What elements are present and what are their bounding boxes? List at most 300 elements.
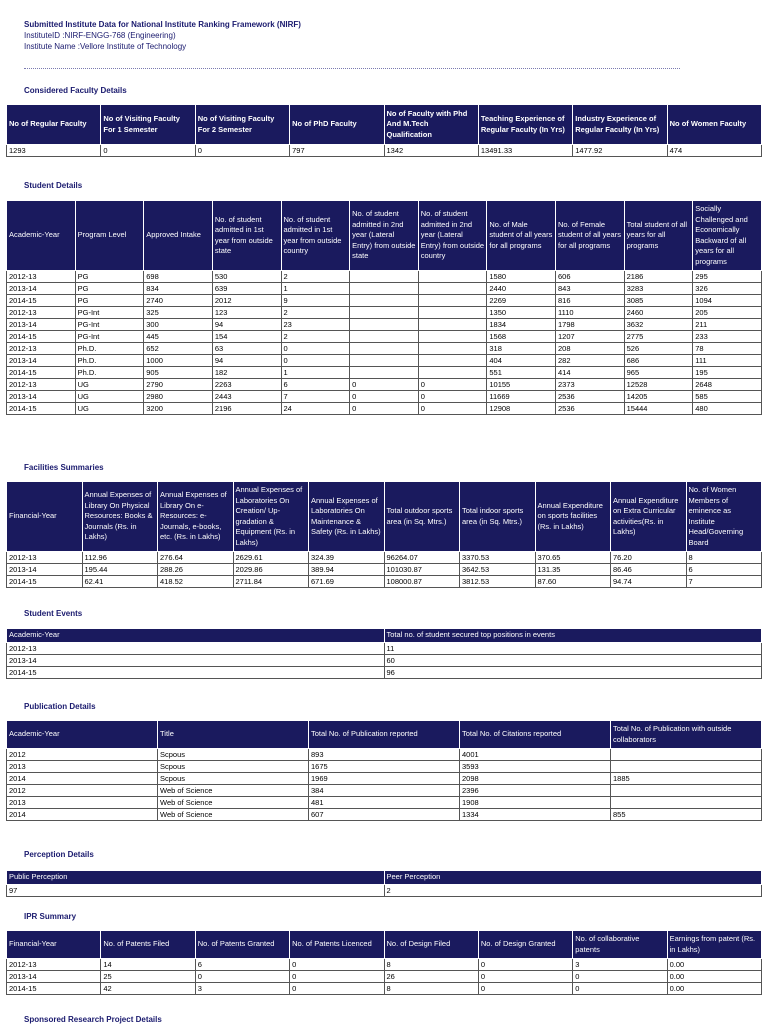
- table-cell: [418, 271, 487, 283]
- table-cell: 404: [487, 355, 556, 367]
- table-row: [7, 331, 762, 343]
- table-cell: 0: [573, 983, 667, 995]
- table-cell: 3593: [460, 761, 611, 773]
- table-row: [7, 271, 762, 283]
- table-cell: [611, 797, 762, 809]
- student-column-header: No. of student admitted in 1st year from outside state: [212, 201, 281, 271]
- student-column-header: No. of Female student of all years for all programs: [556, 201, 625, 271]
- facilities-column-header: Total outdoor sports area (in Sq. Mtrs.): [384, 482, 460, 552]
- table-cell: 2775: [624, 331, 693, 343]
- ipr-column-header: No. of Patents Licenced: [290, 931, 384, 959]
- table-cell: 3370.53: [460, 552, 536, 564]
- table-row: [7, 576, 762, 588]
- table-cell: 282: [556, 355, 625, 367]
- table-cell: 211: [693, 319, 762, 331]
- ipr-column-header: No. of Design Granted: [478, 931, 572, 959]
- table-cell: 2012-13: [7, 552, 83, 564]
- student-column-header: Total student of all years for all programs: [624, 201, 693, 271]
- facilities-column-header: No. of Women Members of eminence as Institute Head/Governing Board: [686, 482, 762, 552]
- table-cell: 1293: [7, 145, 101, 157]
- table-cell: [350, 343, 419, 355]
- ipr-column-header: No. of Patents Granted: [195, 931, 289, 959]
- table-cell: 6: [281, 379, 350, 391]
- table-cell: 652: [144, 343, 213, 355]
- faculty-header-row: [7, 105, 762, 145]
- table-cell: 1207: [556, 331, 625, 343]
- table-cell: 325: [144, 307, 213, 319]
- table-cell: 2440: [487, 283, 556, 295]
- table-cell: 131.35: [535, 564, 611, 576]
- table-cell: 42: [101, 983, 195, 995]
- student-column-header: Approved Intake: [144, 201, 213, 271]
- table-cell: 965: [624, 367, 693, 379]
- table-cell: 6: [195, 959, 289, 971]
- table-row: [7, 564, 762, 576]
- table-cell: 855: [611, 809, 762, 821]
- table-cell: [418, 331, 487, 343]
- publication-table: [6, 720, 762, 821]
- table-cell: 2013-14: [7, 655, 385, 667]
- table-cell: [418, 355, 487, 367]
- facilities-header-row: [7, 482, 762, 552]
- table-cell: 1798: [556, 319, 625, 331]
- facilities-column-header: Total indoor sports area (in Sq. Mtrs.): [460, 482, 536, 552]
- table-cell: 2014: [7, 773, 158, 785]
- table-cell: 2012: [212, 295, 281, 307]
- table-row: [7, 403, 762, 415]
- table-cell: 23: [281, 319, 350, 331]
- table-cell: 3283: [624, 283, 693, 295]
- table-cell: 2460: [624, 307, 693, 319]
- table-cell: 2648: [693, 379, 762, 391]
- table-cell: 3: [573, 959, 667, 971]
- table-cell: 62.41: [82, 576, 158, 588]
- student-column-header: No. of student admitted in 2nd year (Lateral Entry) from outside state: [350, 201, 419, 271]
- faculty-column-header: No of Regular Faculty: [7, 105, 101, 145]
- table-cell: 2014-15: [7, 367, 76, 379]
- dotted-divider: [24, 68, 680, 69]
- perception-column-header: Public Perception: [7, 871, 385, 885]
- table-cell: 76.20: [611, 552, 687, 564]
- table-cell: 0: [290, 959, 384, 971]
- table-cell: 205: [693, 307, 762, 319]
- table-row: [7, 885, 762, 897]
- section-title-perception: Perception Details: [24, 850, 94, 859]
- table-cell: 2012-13: [7, 343, 76, 355]
- table-cell: 108000.87: [384, 576, 460, 588]
- table-cell: 3: [195, 983, 289, 995]
- student-table: [6, 200, 762, 415]
- table-cell: 0: [281, 355, 350, 367]
- table-cell: 2196: [212, 403, 281, 415]
- section-title-events: Student Events: [24, 609, 83, 618]
- table-cell: 2014-15: [7, 576, 83, 588]
- table-cell: 2711.84: [233, 576, 309, 588]
- table-cell: 326: [693, 283, 762, 295]
- table-cell: 905: [144, 367, 213, 379]
- events-header-row: [7, 629, 762, 643]
- table-cell: Scpous: [158, 773, 309, 785]
- table-cell: 1000: [144, 355, 213, 367]
- table-cell: 2014-15: [7, 403, 76, 415]
- table-cell: 0: [478, 983, 572, 995]
- table-cell: 0: [195, 971, 289, 983]
- table-cell: 2013-14: [7, 283, 76, 295]
- table-cell: PG-Int: [75, 319, 144, 331]
- table-row: [7, 959, 762, 971]
- table-cell: PG-Int: [75, 307, 144, 319]
- publication-column-header: Total No. of Publication with outside collaborators: [611, 721, 762, 749]
- table-cell: 0: [418, 403, 487, 415]
- table-cell: 4001: [460, 749, 611, 761]
- report-header: [24, 19, 301, 52]
- student-column-header: No. of Male student of all years for all programs: [487, 201, 556, 271]
- table-cell: 2012-13: [7, 959, 101, 971]
- table-cell: 893: [309, 749, 460, 761]
- table-cell: 2013-14: [7, 355, 76, 367]
- table-cell: 2740: [144, 295, 213, 307]
- facilities-column-header: Annual Expenditure on sports facilities (Rs. in Lakhs): [535, 482, 611, 552]
- table-cell: 295: [693, 271, 762, 283]
- table-row: [7, 809, 762, 821]
- events-column-header: Total no. of student secured top positions in events: [384, 629, 762, 643]
- table-cell: 2980: [144, 391, 213, 403]
- table-cell: 26: [384, 971, 478, 983]
- publication-header-row: [7, 721, 762, 749]
- facilities-column-header: Annual Expenditure on Extra Curricular activities(Rs. in Lakhs): [611, 482, 687, 552]
- table-cell: 154: [212, 331, 281, 343]
- table-cell: 11: [384, 643, 762, 655]
- facilities-column-header: Annual Expenses of Library On Physical Resources: Books & Journals (Rs. in Lakhs): [82, 482, 158, 552]
- table-cell: 0.00: [667, 959, 761, 971]
- table-cell: 1350: [487, 307, 556, 319]
- table-cell: 2012-13: [7, 379, 76, 391]
- table-row: [7, 343, 762, 355]
- institute-id: InstituteID :NIRF-ENGG-768 (Engineering): [24, 31, 176, 40]
- table-cell: 96: [384, 667, 762, 679]
- faculty-column-header: No of PhD Faculty: [290, 105, 384, 145]
- table-cell: 78: [693, 343, 762, 355]
- table-cell: 1908: [460, 797, 611, 809]
- table-row: [7, 295, 762, 307]
- table-cell: 2014-15: [7, 667, 385, 679]
- table-cell: 2: [281, 331, 350, 343]
- table-cell: 0: [101, 145, 195, 157]
- table-cell: 2013-14: [7, 564, 83, 576]
- table-cell: 2012-13: [7, 307, 76, 319]
- faculty-column-header: No of Faculty with Phd And M.Tech Qualification: [384, 105, 478, 145]
- table-cell: 0: [350, 391, 419, 403]
- table-cell: 698: [144, 271, 213, 283]
- table-cell: 606: [556, 271, 625, 283]
- section-title-faculty: Considered Faculty Details: [24, 86, 127, 95]
- table-cell: 97: [7, 885, 385, 897]
- table-cell: [418, 283, 487, 295]
- table-cell: 0.00: [667, 983, 761, 995]
- table-cell: 111: [693, 355, 762, 367]
- table-row: [7, 983, 762, 995]
- table-cell: 686: [624, 355, 693, 367]
- section-title-ipr: IPR Summary: [24, 912, 77, 921]
- table-cell: 112.96: [82, 552, 158, 564]
- table-cell: PG-Int: [75, 331, 144, 343]
- table-cell: 585: [693, 391, 762, 403]
- events-column-header: Academic-Year: [7, 629, 385, 643]
- table-cell: 0: [418, 391, 487, 403]
- table-cell: 384: [309, 785, 460, 797]
- perception-column-header: Peer Perception: [384, 871, 762, 885]
- table-cell: 843: [556, 283, 625, 295]
- table-cell: 6: [686, 564, 762, 576]
- table-cell: 1885: [611, 773, 762, 785]
- table-cell: 8: [384, 959, 478, 971]
- table-cell: 1969: [309, 773, 460, 785]
- table-cell: 8: [686, 552, 762, 564]
- faculty-column-header: No of Visiting Faculty For 2 Semester: [195, 105, 289, 145]
- table-cell: 474: [667, 145, 761, 157]
- ipr-header-row: [7, 931, 762, 959]
- table-cell: 12528: [624, 379, 693, 391]
- table-cell: 13491.33: [478, 145, 572, 157]
- section-title-sponsored: Sponsored Research Project Details: [24, 1015, 162, 1024]
- table-row: [7, 307, 762, 319]
- table-cell: 2: [281, 271, 350, 283]
- table-cell: 2014-15: [7, 983, 101, 995]
- table-cell: 3642.53: [460, 564, 536, 576]
- facilities-column-header: Annual Expenses of Laboratories On Creation/ Up-gradation & Equipment (Rs. in Lakhs): [233, 482, 309, 552]
- table-cell: [350, 331, 419, 343]
- student-column-header: No. of student admitted in 1st year from outside country: [281, 201, 350, 271]
- ipr-column-header: Financial-Year: [7, 931, 101, 959]
- table-cell: 2014: [7, 809, 158, 821]
- facilities-column-header: Annual Expenses of Library On e-Resources: e-Journals, e-books, etc. (Rs. in Lakhs): [158, 482, 234, 552]
- student-column-header: Socially Challenged and Economically Backward of all years for all programs: [693, 201, 762, 271]
- table-row: [7, 355, 762, 367]
- table-row: [7, 773, 762, 785]
- table-row: [7, 655, 762, 667]
- table-cell: 2373: [556, 379, 625, 391]
- table-cell: 0.00: [667, 971, 761, 983]
- table-cell: 9: [281, 295, 350, 307]
- table-cell: 2: [384, 885, 762, 897]
- table-cell: 671.69: [309, 576, 385, 588]
- publication-column-header: Total No. of Publication reported: [309, 721, 460, 749]
- table-cell: 2013-14: [7, 319, 76, 331]
- student-column-header: No. of student admitted in 2nd year (Lateral Entry) from outside country: [418, 201, 487, 271]
- table-cell: 2013-14: [7, 971, 101, 983]
- table-cell: 551: [487, 367, 556, 379]
- table-cell: 2186: [624, 271, 693, 283]
- table-cell: 1477.92: [573, 145, 667, 157]
- table-cell: 1110: [556, 307, 625, 319]
- table-cell: 2: [281, 307, 350, 319]
- ipr-column-header: No. of Design Filed: [384, 931, 478, 959]
- table-cell: 607: [309, 809, 460, 821]
- table-cell: 195.44: [82, 564, 158, 576]
- table-cell: 3200: [144, 403, 213, 415]
- table-row: [7, 971, 762, 983]
- table-cell: 25: [101, 971, 195, 983]
- table-cell: 2012: [7, 749, 158, 761]
- table-cell: 834: [144, 283, 213, 295]
- table-cell: 2014-15: [7, 331, 76, 343]
- table-cell: [350, 271, 419, 283]
- table-cell: 15444: [624, 403, 693, 415]
- table-cell: 389.94: [309, 564, 385, 576]
- ipr-table: [6, 930, 762, 995]
- table-cell: 414: [556, 367, 625, 379]
- table-cell: 526: [624, 343, 693, 355]
- table-cell: 7: [281, 391, 350, 403]
- table-cell: PG: [75, 271, 144, 283]
- table-cell: PG: [75, 295, 144, 307]
- table-cell: UG: [75, 379, 144, 391]
- table-cell: 0: [418, 379, 487, 391]
- table-cell: 0: [195, 145, 289, 157]
- table-cell: [418, 295, 487, 307]
- table-cell: [418, 307, 487, 319]
- table-cell: 3812.53: [460, 576, 536, 588]
- table-cell: 370.65: [535, 552, 611, 564]
- ipr-column-header: Earnings from patent (Rs. in Lakhs): [667, 931, 761, 959]
- table-cell: 24: [281, 403, 350, 415]
- facilities-table: [6, 481, 762, 588]
- table-cell: 86.46: [611, 564, 687, 576]
- table-cell: 2013: [7, 761, 158, 773]
- table-cell: 1334: [460, 809, 611, 821]
- table-cell: 94: [212, 319, 281, 331]
- table-cell: 2098: [460, 773, 611, 785]
- perception-table: [6, 870, 762, 897]
- section-title-student: Student Details: [24, 181, 83, 190]
- table-cell: 14205: [624, 391, 693, 403]
- table-row: [7, 552, 762, 564]
- table-row: [7, 749, 762, 761]
- table-cell: 8: [384, 983, 478, 995]
- table-cell: Web of Science: [158, 797, 309, 809]
- publication-column-header: Total No. of Citations reported: [460, 721, 611, 749]
- student-column-header: Academic-Year: [7, 201, 76, 271]
- table-cell: 318: [487, 343, 556, 355]
- table-cell: Ph.D.: [75, 355, 144, 367]
- section-title-publication: Publication Details: [24, 702, 96, 711]
- table-cell: 2012-13: [7, 643, 385, 655]
- table-cell: 14: [101, 959, 195, 971]
- table-cell: 2014-15: [7, 295, 76, 307]
- table-cell: [611, 761, 762, 773]
- section-title-facilities: Facilities Summaries: [24, 463, 104, 472]
- table-cell: 1094: [693, 295, 762, 307]
- table-row: [7, 379, 762, 391]
- publication-column-header: Academic-Year: [7, 721, 158, 749]
- table-cell: Web of Science: [158, 809, 309, 821]
- table-cell: [418, 319, 487, 331]
- table-cell: 2013: [7, 797, 158, 809]
- faculty-column-header: No of Women Faculty: [667, 105, 761, 145]
- table-row: [7, 145, 762, 157]
- faculty-column-header: No of Visiting Faculty For 1 Semester: [101, 105, 195, 145]
- table-row: [7, 367, 762, 379]
- table-cell: 276.64: [158, 552, 234, 564]
- table-row: [7, 667, 762, 679]
- table-cell: 2536: [556, 403, 625, 415]
- table-cell: 123: [212, 307, 281, 319]
- table-cell: 94: [212, 355, 281, 367]
- table-cell: [350, 319, 419, 331]
- report-title: Submitted Institute Data for National Institute Ranking Framework (NIRF): [24, 20, 301, 29]
- table-row: [7, 283, 762, 295]
- table-cell: 797: [290, 145, 384, 157]
- ipr-column-header: No. of Patents Filed: [101, 931, 195, 959]
- table-row: [7, 391, 762, 403]
- table-cell: 2013-14: [7, 391, 76, 403]
- table-cell: 0: [478, 959, 572, 971]
- table-cell: 2443: [212, 391, 281, 403]
- table-cell: 1580: [487, 271, 556, 283]
- publication-column-header: Title: [158, 721, 309, 749]
- table-cell: 0: [290, 971, 384, 983]
- table-cell: 10155: [487, 379, 556, 391]
- table-cell: 2012: [7, 785, 158, 797]
- table-cell: PG: [75, 283, 144, 295]
- table-cell: 7: [686, 576, 762, 588]
- table-cell: 2629.61: [233, 552, 309, 564]
- table-cell: 0: [573, 971, 667, 983]
- ipr-column-header: No. of collaborative patents: [573, 931, 667, 959]
- table-cell: 2396: [460, 785, 611, 797]
- table-cell: 87.60: [535, 576, 611, 588]
- table-cell: 816: [556, 295, 625, 307]
- table-cell: 1834: [487, 319, 556, 331]
- table-cell: 2263: [212, 379, 281, 391]
- facilities-column-header: Annual Expenses of Laboratories On Maintenance & Safety (Rs. in Lakhs): [309, 482, 385, 552]
- table-cell: 96264.07: [384, 552, 460, 564]
- table-cell: UG: [75, 391, 144, 403]
- events-table: [6, 628, 762, 679]
- table-cell: Ph.D.: [75, 343, 144, 355]
- table-cell: [418, 367, 487, 379]
- table-row: [7, 643, 762, 655]
- table-cell: 445: [144, 331, 213, 343]
- institute-name: Institute Name :Vellore Institute of Technology: [24, 42, 187, 51]
- faculty-column-header: Industry Experience of Regular Faculty (In Yrs): [573, 105, 667, 145]
- table-cell: Web of Science: [158, 785, 309, 797]
- table-cell: 530: [212, 271, 281, 283]
- table-cell: 94.74: [611, 576, 687, 588]
- table-cell: 480: [693, 403, 762, 415]
- table-cell: 0: [281, 343, 350, 355]
- table-cell: 481: [309, 797, 460, 809]
- table-cell: [350, 367, 419, 379]
- table-cell: 288.26: [158, 564, 234, 576]
- table-cell: 639: [212, 283, 281, 295]
- table-cell: 182: [212, 367, 281, 379]
- table-row: [7, 761, 762, 773]
- table-cell: [611, 785, 762, 797]
- perception-header-row: [7, 871, 762, 885]
- table-cell: 3632: [624, 319, 693, 331]
- table-cell: 101030.87: [384, 564, 460, 576]
- table-cell: 63: [212, 343, 281, 355]
- table-cell: 1675: [309, 761, 460, 773]
- table-cell: Scpous: [158, 749, 309, 761]
- table-row: [7, 319, 762, 331]
- table-cell: 1568: [487, 331, 556, 343]
- table-cell: 2269: [487, 295, 556, 307]
- student-header-row: [7, 201, 762, 271]
- faculty-column-header: Teaching Experience of Regular Faculty (In Yrs): [478, 105, 572, 145]
- faculty-table: [6, 104, 762, 157]
